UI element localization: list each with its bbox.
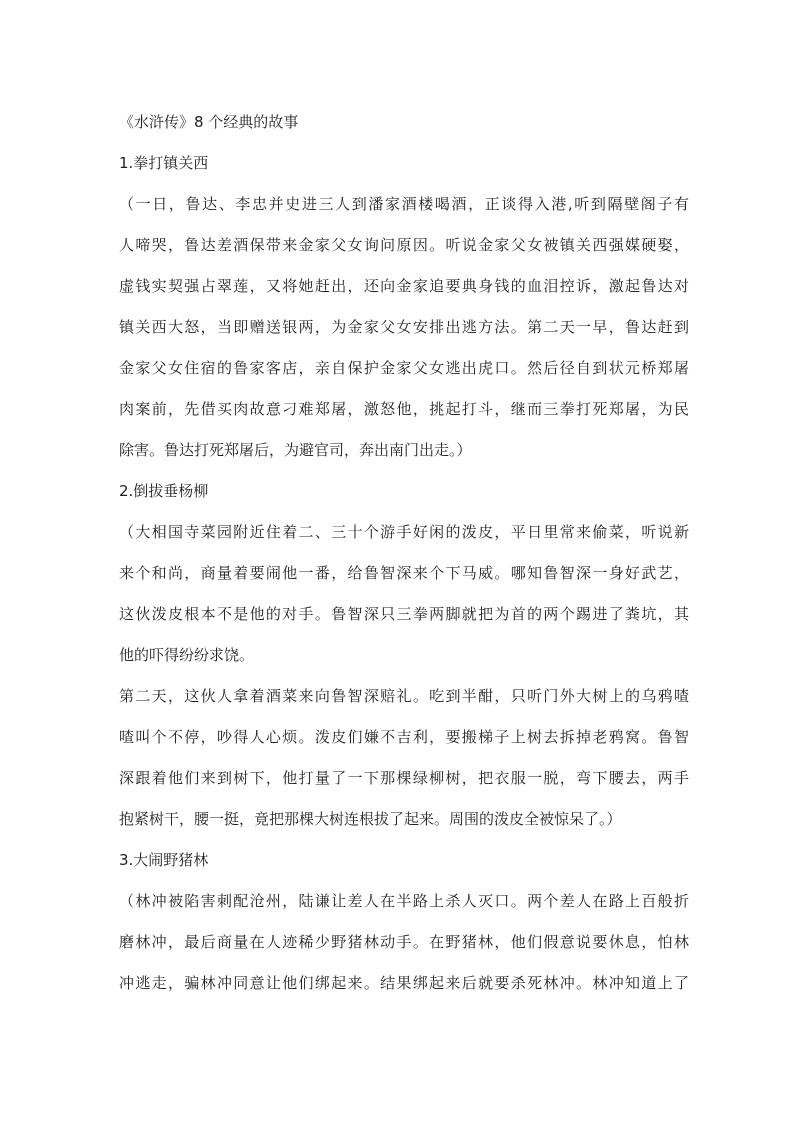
section-heading: 3.大闹野猪林	[119, 851, 209, 869]
document-body	[119, 102, 689, 1004]
paragraph-line: 肉案前，先借买肉故意刁难郑屠，激怒他，挑起打斗，继而三拳打死郑屠，为民	[119, 400, 689, 418]
paragraph-line: （大相国寺菜园附近住着二、三十个游手好闲的泼皮，平日里常来偷菜，听说新	[119, 523, 689, 541]
paragraph-line: 抱紧树干，腰一挺，竟把那棵大树连根拔了起来。周围的泼皮全被惊呆了。）	[119, 810, 622, 828]
paragraph-line: 深跟着他们来到树下，他打量了一下那棵绿柳树，把衣服一脱，弯下腰去，两手	[119, 769, 689, 787]
paragraph-line: 虚钱实契强占翠莲，又将她赶出，还向金家追要典身钱的血泪控诉，激起鲁达对	[119, 277, 689, 295]
section-heading: 2.倒拔垂杨柳	[119, 482, 209, 500]
paragraph-line: 来个和尚，商量着要闹他一番，给鲁智深来个下马威。哪知鲁智深一身好武艺，	[119, 564, 689, 582]
paragraph-line: 金家父女住宿的鲁家客店，亲自保护金家父女逃出虎口。然后径自到状元桥郑屠	[119, 359, 689, 377]
paragraph-line: （一日，鲁达、李忠并史进三人到潘家酒楼喝酒，正谈得入港,听到隔壁阁子有	[119, 195, 689, 213]
paragraph-line: 冲逃走，骗林冲同意让他们绑起来。结果绑起来后就要杀死林冲。林冲知道上了	[119, 974, 689, 992]
document-title: 《水浒传》8 个经典的故事	[119, 113, 299, 131]
paragraph-line: （林冲被陷害刺配沧州，陆谦让差人在半路上杀人灭口。两个差人在路上百般折	[119, 892, 689, 910]
paragraph-line: 磨林冲，最后商量在人迹稀少野猪林动手。在野猪林，他们假意说要休息，怕林	[119, 933, 689, 951]
paragraph-line: 第二天，这伙人拿着酒菜来向鲁智深赔礼。吃到半酣，只听门外大树上的乌鸦喳	[119, 687, 689, 705]
paragraph-line: 他的吓得纷纷求饶。	[119, 646, 255, 664]
paragraph-line: 喳叫个不停，吵得人心烦。泼皮们嫌不吉利，要搬梯子上树去拆掉老鸦窝。鲁智	[119, 728, 689, 746]
paragraph-line: 这伙泼皮根本不是他的对手。鲁智深只三拳两脚就把为首的两个踢进了粪坑，其	[119, 605, 689, 623]
paragraph-line: 镇关西大怒，当即赠送银两，为金家父女安排出逃方法。第二天一早，鲁达赶到	[119, 318, 689, 336]
paragraph-line: 人啼哭，鲁达差酒保带来金家父女询问原因。听说金家父女被镇关西强媒硬娶，	[119, 236, 689, 254]
paragraph-line: 除害。鲁达打死郑屠后，为避官司，奔出南门出走。）	[119, 441, 472, 459]
section-heading: 1.拳打镇关西	[119, 154, 209, 172]
